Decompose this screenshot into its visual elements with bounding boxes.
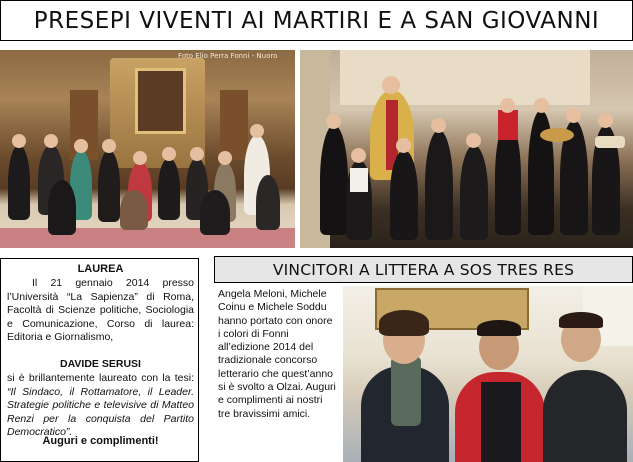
laurea-title: LAUREA xyxy=(77,263,124,275)
photo-credit: Foto Elio Perra Fonni - Nuoro xyxy=(178,52,278,60)
photo-three-winners xyxy=(343,286,633,462)
laurea-paragraph: Il 21 gennaio 2014 presso l’Università “La Sapienza” di Roma, Facoltà di Scienze politiche, Sociologia e Comunicazione, Corso di laurea: Editoria e Giornalismo, xyxy=(7,277,194,343)
photo-presepe-san-giovanni xyxy=(300,50,633,248)
thesis-intro: si è brillantemente laureato con la tesi: xyxy=(7,372,194,384)
laurea-article xyxy=(0,258,199,462)
vincitori-headline xyxy=(214,256,633,283)
headline-title: PRESEPI VIVENTI AI MARTIRI E A SAN GIOVANNI xyxy=(33,7,600,34)
vincitori-title: VINCITORI A LITTERA A SOS TRES RES xyxy=(272,260,575,279)
photo-presepe-martiri xyxy=(0,50,295,248)
thesis-title: “Il Sindaco, il Rottamatore, il Leader. Strategie politiche e televisive di Matteo Renzi per la conquista del Partito Democratico”. xyxy=(7,385,194,438)
laurea-closing: Auguri e complimenti! xyxy=(42,435,159,447)
vincitori-article xyxy=(214,286,340,462)
thesis-paragraph xyxy=(7,372,194,440)
graduate-name: DAVIDE SERUSI xyxy=(60,358,141,370)
vincitori-text: Angela Meloni, Michele Coinu e Michele Soddu hanno portato con onore i colori di Fonni all’edizione 2014 del tradizionale concorso letterario che quest’anno si è svolto a Olzai. Auguri e complimenti ai nostri tre bravissimi amici. xyxy=(218,288,336,420)
headline-box xyxy=(0,0,633,41)
